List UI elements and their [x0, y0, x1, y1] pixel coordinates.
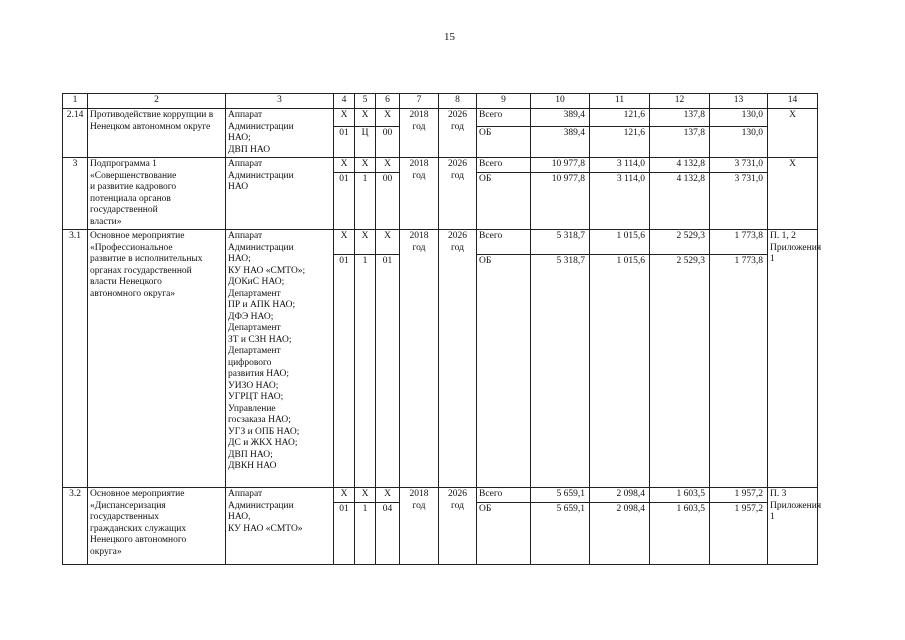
header-cell: 4 — [334, 94, 355, 109]
table-row — [63, 109, 818, 127]
year-end: 2026 год — [439, 230, 477, 488]
funding-source: Всего — [477, 109, 531, 127]
funding-source: ОБ — [477, 126, 531, 157]
code-cell: 00 — [376, 173, 400, 230]
row-executor: Аппарат Администрации НАО; КУ НАО «СМТО»; ДОКиС НАО; Департамент ПР и АПК НАО; ДФЭ НАО; Департамент ЗТ и СЗН НАО; Департамент цифрового развития НАО; УИЗО НАО; УГРЦТ НАО; Управление госзаказа НАО; УГЗ и ОПБ НАО; ДС и ЖКХ НАО; ДВП НАО; ДВКН НАО — [226, 230, 334, 488]
row-number: 3.2 — [63, 488, 88, 565]
header-cell: 8 — [439, 94, 477, 109]
row-number: 2.14 — [63, 109, 88, 158]
code-cell: Х — [334, 488, 355, 503]
code-cell: Х — [376, 158, 400, 173]
year-start: 2018 год — [400, 488, 439, 565]
funding-source: ОБ — [477, 502, 531, 564]
funding-source: Всего — [477, 158, 531, 173]
header-cell: 6 — [376, 94, 400, 109]
amount-cell: 2 098,4 — [590, 502, 650, 564]
amount-cell: 137,8 — [650, 109, 710, 127]
row-number: 3.1 — [63, 230, 88, 488]
amount-cell: 4 132,8 — [650, 158, 710, 173]
code-cell: 01 — [376, 255, 400, 488]
row-note: Х — [768, 158, 818, 230]
header-cell: 3 — [226, 94, 334, 109]
program-table — [62, 93, 822, 565]
amount-cell: 2 529,3 — [650, 255, 710, 488]
amount-cell: 137,8 — [650, 126, 710, 157]
row-name: Противодействие коррупции в Ненецком автономном округе — [88, 109, 226, 158]
amount-cell: 1 015,6 — [590, 230, 650, 255]
year-start: 2018 год — [400, 230, 439, 488]
amount-cell: 5 659,1 — [531, 488, 590, 503]
header-cell: 7 — [400, 94, 439, 109]
code-cell: Х — [376, 230, 400, 255]
code-cell: Х — [355, 488, 376, 503]
code-cell: 1 — [355, 255, 376, 488]
amount-cell: 10 977,8 — [531, 173, 590, 230]
header-row — [63, 94, 818, 109]
row-executor: Аппарат Администрации НАО, КУ НАО «СМТО» — [226, 488, 334, 565]
amount-cell: 1 957,2 — [710, 488, 768, 503]
year-end: 2026 год — [439, 158, 477, 230]
amount-cell: 130,0 — [710, 126, 768, 157]
code-cell: 01 — [334, 173, 355, 230]
amount-cell: 1 773,8 — [710, 230, 768, 255]
funding-source: Всего — [477, 488, 531, 503]
amount-cell: 4 132,8 — [650, 173, 710, 230]
table-row — [63, 230, 818, 255]
amount-cell: 2 098,4 — [590, 488, 650, 503]
row-note: П. 1, 2 Приложения 1 — [768, 230, 818, 488]
code-cell: 04 — [376, 502, 400, 564]
header-cell: 11 — [590, 94, 650, 109]
row-executor: Аппарат Администрации НАО — [226, 158, 334, 230]
header-cell: 5 — [355, 94, 376, 109]
row-name: Основное мероприятие «Диспансеризация государственных гражданских служащих Ненецкого автономного округа» — [88, 488, 226, 565]
year-end: 2026 год — [439, 109, 477, 158]
header-cell: 9 — [477, 94, 531, 109]
header-cell: 12 — [650, 94, 710, 109]
code-cell: Х — [334, 109, 355, 127]
amount-cell: 3 114,0 — [590, 158, 650, 173]
amount-cell: 3 731,0 — [710, 158, 768, 173]
amount-cell: 1 603,5 — [650, 488, 710, 503]
amount-cell: 389,4 — [531, 109, 590, 127]
amount-cell: 1 603,5 — [650, 502, 710, 564]
amount-cell: 5 659,1 — [531, 502, 590, 564]
code-cell: Х — [355, 109, 376, 127]
header-cell: 13 — [710, 94, 768, 109]
row-note: Х — [768, 109, 818, 158]
row-executor: Аппарат Администрации НАО; ДВП НАО — [226, 109, 334, 158]
amount-cell: 1 957,2 — [710, 502, 768, 564]
amount-cell: 121,6 — [590, 109, 650, 127]
table-row — [63, 158, 818, 173]
amount-cell: 10 977,8 — [531, 158, 590, 173]
row-number: 3 — [63, 158, 88, 230]
code-cell: Х — [334, 230, 355, 255]
amount-cell: 3 114,0 — [590, 173, 650, 230]
amount-cell: 2 529,3 — [650, 230, 710, 255]
code-cell: Х — [355, 158, 376, 173]
row-name: Основное мероприятие «Профессиональное развитие в исполнительных органах государственной власти Ненецкого автономного округа» — [88, 230, 226, 488]
amount-cell: 5 318,7 — [531, 255, 590, 488]
year-start: 2018 год — [400, 158, 439, 230]
code-cell: 01 — [334, 126, 355, 157]
table-row — [63, 488, 818, 503]
row-name: Подпрограмма 1 «Совершенствование и развитие кадрового потенциала органов государственной власти» — [88, 158, 226, 230]
funding-source: ОБ — [477, 255, 531, 488]
row-note: П. 3 Приложения 1 — [768, 488, 818, 565]
page-number: 15 — [444, 31, 455, 43]
header-cell: 14 — [768, 94, 818, 109]
year-end: 2026 год — [439, 488, 477, 565]
code-cell: 01 — [334, 255, 355, 488]
code-cell: 01 — [334, 502, 355, 564]
amount-cell: 121,6 — [590, 126, 650, 157]
year-start: 2018 год — [400, 109, 439, 158]
amount-cell: 1 773,8 — [710, 255, 768, 488]
header-cell: 2 — [88, 94, 226, 109]
code-cell: Х — [334, 158, 355, 173]
code-cell: 1 — [355, 173, 376, 230]
funding-source: Всего — [477, 230, 531, 255]
code-cell: 1 — [355, 502, 376, 564]
amount-cell: 1 015,6 — [590, 255, 650, 488]
amount-cell: 5 318,7 — [531, 230, 590, 255]
amount-cell: 3 731,0 — [710, 173, 768, 230]
code-cell: Ц — [355, 126, 376, 157]
code-cell: Х — [355, 230, 376, 255]
code-cell: Х — [376, 109, 400, 127]
amount-cell: 389,4 — [531, 126, 590, 157]
header-cell: 1 — [63, 94, 88, 109]
header-cell: 10 — [531, 94, 590, 109]
code-cell: 00 — [376, 126, 400, 157]
funding-source: ОБ — [477, 173, 531, 230]
amount-cell: 130,0 — [710, 109, 768, 127]
code-cell: Х — [376, 488, 400, 503]
